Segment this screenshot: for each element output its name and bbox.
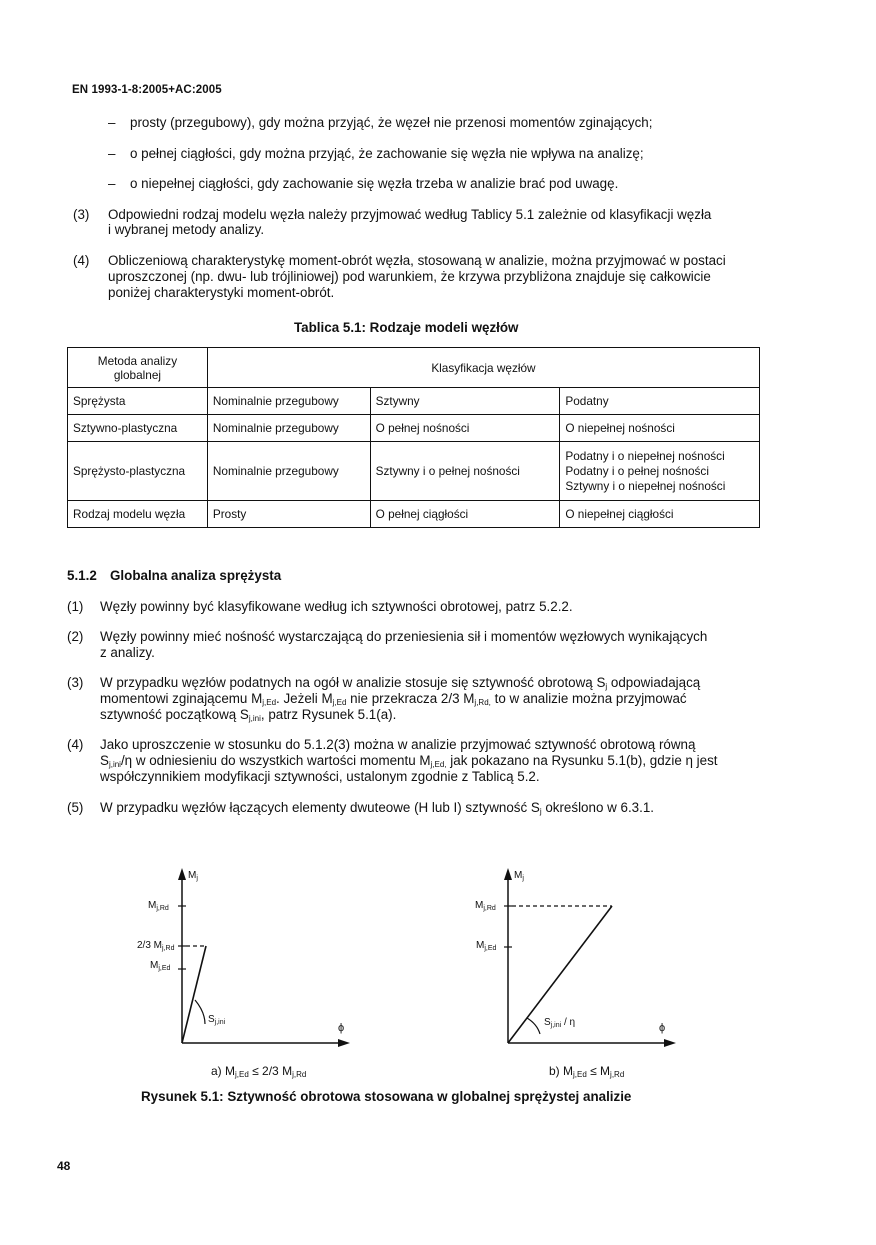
label-mrd-a: $M_{j,Rd}$ <box>148 900 169 912</box>
slope-arc-a <box>195 1000 205 1024</box>
table-header-cell: Metoda analizy globalnej <box>68 348 208 388</box>
paragraph-number: (3) <box>67 675 84 690</box>
paragraph-text: Węzły powinny mieć nośność wystarczającą do przeniesienia sił i momentów węzłowych wynikających <box>100 629 708 644</box>
bullet-item: prosty (przegubowy), gdy można przyjąć, że węzeł nie przenosi momentów zginających; <box>130 115 653 130</box>
y-axis-arrow-a <box>178 868 186 880</box>
label-mrd-b: $M_{j,Rd}$ <box>475 900 496 912</box>
bullet-dash: – <box>108 176 116 191</box>
label-med-a: $M_{j,Ed}$ <box>150 960 171 972</box>
table-cell: Nominalnie przegubowy <box>207 442 370 501</box>
x-axis-arrow-b <box>664 1039 676 1047</box>
table-cell-line: Podatny i o niepełnej nośności <box>565 448 725 463</box>
slope-arc-b <box>527 1018 540 1034</box>
paragraph-number: (2) <box>67 629 84 644</box>
axis-label-phi-a: ϕ <box>338 1022 345 1034</box>
paragraph-text: współczynnikiem modyfikacji sztywności, ustalonym zgodnie z Tablicą 5.2. <box>100 769 540 784</box>
document-header: EN 1993-1-8:2005+AC:2005 <box>72 84 222 96</box>
paragraph-number: (4) <box>73 253 90 268</box>
bullet-item: o niepełnej ciągłości, gdy zachowanie się węzła trzeba w analizie brać pod uwagę. <box>130 176 619 191</box>
paragraph-text: Jako uproszczenie w stosunku do 5.1.2(3) można w analizie przyjmować sztywność obrotową równą <box>100 737 696 752</box>
paragraph-text: Odpowiedni rodzaj modelu węzła należy przyjmować według Tablicy 5.1 zależnie od klasyfikacji węzła <box>108 207 712 222</box>
caption-b: b) $M_{j,Ed} \le M_{j,Rd}$ <box>549 1064 625 1079</box>
table-cell: O pełnej nośności <box>370 415 560 442</box>
table-cell: O niepełnej nośności <box>560 415 760 442</box>
table-cell: Sztywny i o pełnej nośności <box>370 442 560 501</box>
label-slope-b: $S_{j,ini}$ / η <box>544 1017 576 1029</box>
table-cell: O pełnej ciągłości <box>370 501 560 528</box>
y-axis-arrow-b <box>504 868 512 880</box>
axis-label-phi-b: ϕ <box>659 1022 666 1034</box>
table-caption: Tablica 5.1: Rodzaje modeli węzłów <box>294 320 519 335</box>
section-title: Globalna analiza sprężysta <box>110 568 282 583</box>
paragraph-text: Obliczeniową charakterystykę moment-obrót węzła, stosowaną w analizie, można przyjmować w postaci <box>108 253 726 268</box>
page-number: 48 <box>57 1159 71 1173</box>
table-cell: Podatny <box>560 388 760 415</box>
paragraph-text: i wybranej metody analizy. <box>108 222 265 237</box>
paragraph-text: uproszczonej (np. dwu- lub trójliniowej) pod warunkiem, że krzywa przybliżona znajduje się całkowicie <box>108 269 711 284</box>
table-cell: Sprężysta <box>68 388 208 415</box>
table-cell: Sztywny <box>370 388 560 415</box>
bullet-item: o pełnej ciągłości, gdy można przyjąć, że zachowanie się węzła nie wpływa na analizę; <box>130 146 644 161</box>
table-cell: Rodzaj modelu węzła <box>68 501 208 528</box>
table-cell-line: Podatny i o pełnej nośności <box>565 463 709 478</box>
paragraph-number: (4) <box>67 737 84 752</box>
axis-label-mj-b: $M_j$ <box>514 870 524 882</box>
table-cell: Sprężysto-plastyczna <box>68 442 208 501</box>
table-cell-line: Sztywny i o niepełnej nośności <box>565 478 726 493</box>
bullet-dash: – <box>108 115 116 130</box>
paragraph-number: (3) <box>73 207 90 222</box>
table-header-cell: Klasyfikacja węzłów <box>207 348 759 388</box>
axis-label-mj-a: $M_j$ <box>188 870 198 882</box>
table-cell: Prosty <box>207 501 370 528</box>
stiffness-line-a <box>182 946 206 1043</box>
section-number: 5.1.2 <box>67 568 97 583</box>
diagram-b <box>504 868 676 1047</box>
table-cell: Nominalnie przegubowy <box>207 388 370 415</box>
paragraph-text: W przypadku węzłów łączących elementy dwuteowe (H lub I) sztywność $S_j$ określono w 6.3.1. <box>100 800 655 816</box>
paragraph-number: (1) <box>67 599 84 614</box>
paragraph-text: Węzły powinny być klasyfikowane według ich sztywności obrotowej, patrz 5.2.2. <box>100 599 573 614</box>
label-med-b: $M_{j,Ed}$ <box>476 940 497 952</box>
paragraph-text: momentowi zginającemu $M_{j,Ed}$. Jeżeli $M_{j,Ed}$ nie przekracza 2/3 $M_{j,Rd,}$ to w analizie można przyjmować <box>100 691 687 707</box>
paragraph-text: W przypadku węzłów podatnych na ogół w analizie stosuje się sztywność obrotową $S_j$ odpowiadającą <box>100 675 701 691</box>
table-cell: Nominalnie przegubowy <box>207 415 370 442</box>
paragraph-text: z analizy. <box>100 645 155 660</box>
label-slope-a: $S_{j,ini}$ <box>208 1014 226 1026</box>
figure-caption: Rysunek 5.1: Sztywność obrotowa stosowana w globalnej sprężystej analizie <box>141 1089 632 1104</box>
x-axis-arrow-a <box>338 1039 350 1047</box>
caption-a: a) $M_{j,Ed} \le 2/3$ $M_{j,Rd}$ <box>211 1064 307 1079</box>
paragraph-text: sztywność początkową $S_{j,ini}$, patrz Rysunek 5.1(a). <box>100 707 397 723</box>
table-cell: O niepełnej ciągłości <box>560 501 760 528</box>
paragraph-number: (5) <box>67 800 84 815</box>
paragraph-text: poniżej charakterystyki moment-obrót. <box>108 285 335 300</box>
paragraph-text: $S_{j,ini}/\eta$ w odniesieniu do wszystkich wartości momentu $M_{j,Ed,}$ jak pokazano na Rysunku 5.1(b), gdzie η jest <box>100 753 718 769</box>
diagram-a <box>178 868 350 1047</box>
bullet-dash: – <box>108 146 116 161</box>
label-23mrd-a: 2/3 $M_{j,Rd}$ <box>137 940 175 952</box>
table-cell: Sztywno-plastyczna <box>68 415 208 442</box>
